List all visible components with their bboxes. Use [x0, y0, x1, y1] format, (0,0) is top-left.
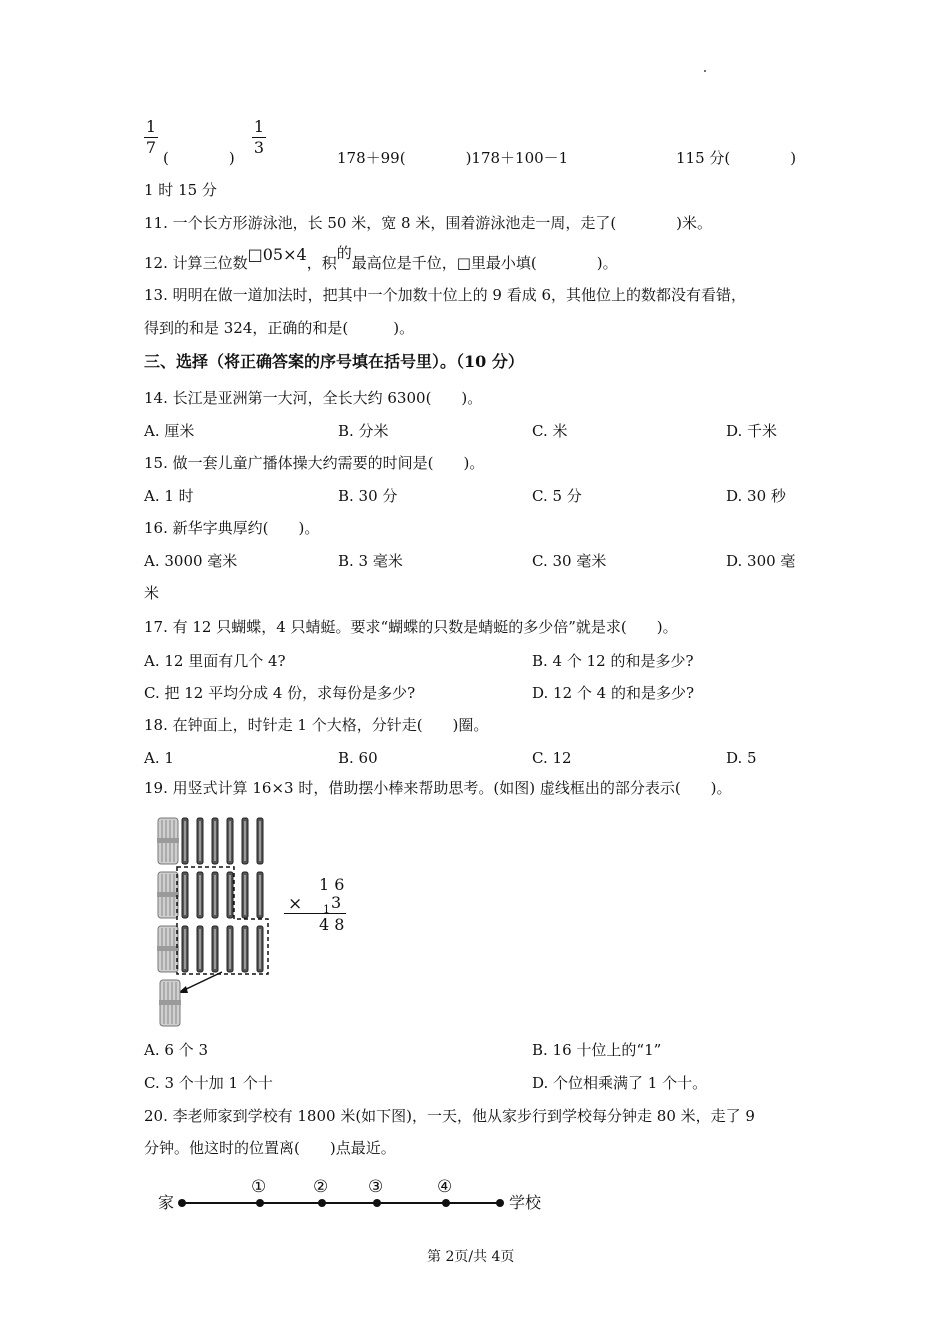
vertical-calc-multiplier: 3: [331, 893, 342, 912]
question-11: 11. 一个长方形游泳池，长 50 米，宽 8 米，围着游泳池走一周，走了( )米。: [144, 214, 713, 232]
vertical-calc-line: [284, 913, 346, 914]
comparison-blank-1: ( ): [163, 149, 235, 167]
q18-option-a: A. 1: [144, 749, 174, 767]
q18-option-b: B. 60: [338, 749, 378, 767]
question-12-mid: ，积: [306, 254, 337, 272]
question-15: 15. 做一套儿童广播体操大约需要的时间是( )。: [144, 454, 485, 472]
question-16: 16. 新华字典厚约( )。: [144, 519, 320, 537]
q17-option-b: B. 4 个 12 的和是多少?: [532, 652, 694, 670]
question-19: 19. 用竖式计算 16×3 时，借助摆小棒来帮助思考。(如图) 虚线框出的部分表示( )。: [144, 779, 732, 797]
page-footer: 第 2页/共 4页: [427, 1249, 515, 1265]
question-20-line2: 分钟。他这时的位置离( )点最近。: [144, 1139, 396, 1157]
q17-option-a: A. 12 里面有几个 4?: [144, 652, 286, 670]
number-line-start-label: 家: [158, 1193, 175, 1212]
ten-bundle-3: [157, 926, 179, 972]
q15-option-d: D. 30 秒: [726, 487, 786, 505]
question-12-pre: 12. 计算三位数: [144, 254, 248, 272]
number-line-point-4-label: ④: [437, 1177, 453, 1197]
ten-bundle-2: [157, 872, 179, 918]
ten-bundle-1: [157, 818, 179, 864]
q16-option-d-wrap: 米: [144, 584, 160, 602]
question-12-expression: □05×4: [247, 245, 307, 264]
comparison-time-left: 115 分( ): [676, 149, 797, 167]
q15-option-b: B. 30 分: [338, 487, 398, 505]
question-12: [144, 244, 618, 272]
question-12-post: 最高位是千位，□里最小填( )。: [351, 254, 618, 272]
question-20-line1: 20. 李老师家到学校有 1800 米(如下图)，一天，他从家步行到学校每分钟走 80 米，走了 9: [144, 1107, 755, 1125]
q16-option-b: B. 3 毫米: [338, 552, 403, 570]
q19-option-a: A. 6 个 3: [144, 1041, 208, 1059]
q14-option-d: D. 千米: [726, 422, 778, 440]
section-3-title: 三、选择（将正确答案的序号填在括号里）。（10 分）: [144, 352, 524, 371]
q16-option-a: A. 3000 毫米: [144, 552, 238, 570]
q17-option-d: D. 12 个 4 的和是多少?: [532, 684, 695, 702]
point-4: [442, 1199, 450, 1207]
vertical-calc-operator: ×: [288, 894, 303, 914]
scan-dot: [704, 70, 706, 72]
comparison-expression: 178＋99( )178＋100－1: [337, 149, 569, 167]
q19-option-b: B. 16 十位上的“1”: [532, 1041, 662, 1059]
q16-option-d: D. 300 毫: [726, 552, 796, 570]
point-2: [318, 1199, 326, 1207]
question-14: 14. 长江是亚洲第一大河，全长大约 6300( )。: [144, 389, 483, 407]
q15-option-a: A. 1 时: [144, 487, 194, 505]
point-1: [256, 1199, 264, 1207]
q14-option-b: B. 分米: [338, 422, 389, 440]
point-3: [373, 1199, 381, 1207]
q16-option-c: C. 30 毫米: [532, 552, 607, 570]
q19-option-c: C. 3 个十加 1 个十: [144, 1074, 273, 1092]
number-line-end-label: 学校: [509, 1193, 542, 1212]
q15-option-c: C. 5 分: [532, 487, 582, 505]
ten-bundle-new: [159, 980, 181, 1026]
number-line-point-1-label: ①: [251, 1177, 267, 1197]
number-line-point-3-label: ③: [368, 1177, 384, 1197]
vertical-calc-carry: 1: [323, 903, 330, 916]
q19-option-d: D. 个位相乘满了 1 个十。: [532, 1074, 708, 1092]
number-line: [172, 1193, 512, 1213]
q14-option-c: C. 米: [532, 422, 568, 440]
question-12-sup: 的: [336, 244, 352, 262]
fraction-one-third: [252, 118, 266, 157]
question-18: 18. 在钟面上，时针走 1 个大格，分针走( )圈。: [144, 716, 489, 734]
vertical-calc-top: 1 6: [319, 875, 345, 894]
q18-option-d: D. 5: [726, 749, 757, 767]
comparison-time-right: 1 时 15 分: [144, 181, 217, 199]
fraction-denominator: 7: [145, 138, 157, 157]
question-17: 17. 有 12 只蝴蝶，4 只蜻蜓。要求“蝴蝶的只数是蜻蜓的多少倍”就是求( )。: [144, 618, 678, 636]
vertical-calc-result: 4 8: [319, 915, 345, 934]
number-line-point-2-label: ②: [313, 1177, 329, 1197]
q18-option-c: C. 12: [532, 749, 572, 767]
q14-option-a: A. 厘米: [144, 422, 195, 440]
fraction-denominator: 3: [253, 138, 265, 157]
question-13-line1: 13. 明明在做一道加法时，把其中一个加数十位上的 9 看成 6，其他位上的数都没有看错，: [144, 286, 747, 304]
point-school: [496, 1199, 504, 1207]
fraction-numerator: 1: [145, 117, 157, 136]
dashed-frame: [177, 867, 268, 974]
fraction-numerator: 1: [253, 117, 265, 136]
q17-option-c: C. 把 12 平均分成 4 份，求每份是多少?: [144, 684, 416, 702]
question-13-line2: 得到的和是 324，正确的和是( )。: [144, 319, 415, 337]
point-home: [178, 1199, 186, 1207]
fraction-one-seventh: [144, 118, 158, 157]
